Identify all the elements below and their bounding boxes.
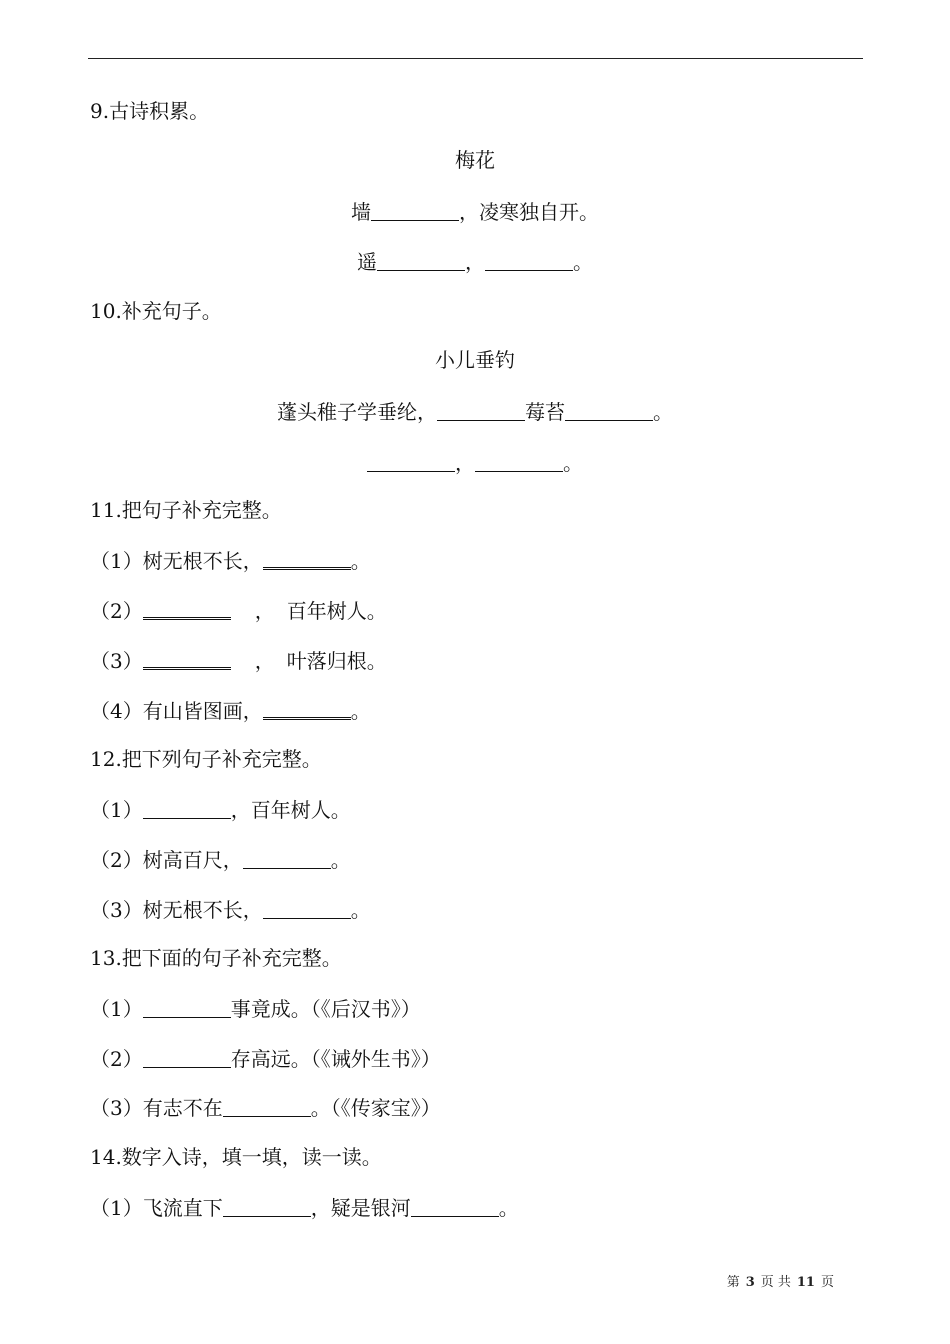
text: （1）飞流直下 [90, 1196, 223, 1220]
text: 。 [330, 848, 351, 872]
q13-item-3 [90, 1094, 441, 1121]
footer-text: 页 共 [760, 1275, 791, 1290]
q11-item-3 [90, 647, 387, 674]
question-13-title: 13.把下面的句子补充完整。 [90, 946, 342, 970]
blank[interactable] [411, 1194, 499, 1217]
question-9-title: 9.古诗积累。 [90, 99, 210, 123]
blank[interactable] [263, 896, 351, 919]
blank[interactable] [143, 597, 231, 620]
question-12-title: 12.把下列句子补充完整。 [90, 747, 322, 771]
q11-item-1 [90, 547, 371, 574]
question-14-title: 14.数字入诗，填一填，读一读。 [90, 1145, 382, 1169]
total-page-number: 11 [796, 1275, 815, 1290]
poem-line-1 [0, 398, 950, 425]
q12-item-2 [90, 846, 351, 873]
text: ，疑是银河 [310, 1196, 411, 1220]
text: 。 [653, 400, 673, 424]
header-rule [88, 58, 863, 59]
blank[interactable] [143, 647, 231, 670]
blank[interactable] [485, 248, 573, 271]
poem-line-2 [0, 449, 950, 476]
text: ， [455, 451, 475, 475]
text: 蓬头稚子学垂纶， [277, 400, 437, 424]
poem-title-xiaoer: 小儿垂钓 [435, 348, 515, 372]
blank[interactable] [143, 796, 231, 819]
blank[interactable] [565, 398, 653, 421]
poem-line-1 [0, 198, 950, 225]
blank[interactable] [263, 697, 351, 720]
text: ， [465, 250, 485, 274]
q12-item-3 [90, 896, 371, 923]
footer-text: 页 [820, 1275, 834, 1290]
text: 墙 [351, 200, 371, 224]
text: 。 [350, 549, 371, 573]
poem-line-2 [0, 248, 950, 275]
question-11-title: 11.把句子补充完整。 [90, 498, 282, 522]
text: 莓苔 [525, 400, 565, 424]
text: （3） [90, 649, 143, 673]
blank[interactable] [143, 1045, 231, 1068]
page-footer [727, 1271, 834, 1290]
text: 。 [573, 250, 593, 274]
q14-item-1 [90, 1194, 519, 1221]
text: 存高远。（《诫外生书》） [230, 1047, 441, 1071]
blank[interactable] [223, 1094, 311, 1117]
q11-item-4 [90, 697, 371, 724]
text: （2）树高百尺， [90, 848, 243, 872]
text: 叶落归根。 [286, 649, 387, 673]
text: 事竟成。（《后汉书》） [230, 997, 421, 1021]
text: （2） [90, 1047, 143, 1071]
text: 。 [498, 1196, 519, 1220]
text: ， [254, 599, 275, 623]
blank[interactable] [367, 449, 455, 472]
text: ，凌寒独自开。 [459, 200, 599, 224]
text: （1）树无根不长， [90, 549, 263, 573]
current-page-number: 3 [745, 1275, 755, 1290]
blank[interactable] [143, 995, 231, 1018]
question-10-title: 10.补充句子。 [90, 299, 222, 323]
text: ，百年树人。 [230, 798, 351, 822]
text: （3）有志不在 [90, 1096, 223, 1120]
blank[interactable] [437, 398, 525, 421]
text: （3）树无根不长， [90, 898, 263, 922]
blank[interactable] [243, 846, 331, 869]
text: （2） [90, 599, 143, 623]
text: 。 [350, 699, 371, 723]
poem-title-meihua: 梅花 [455, 148, 495, 172]
blank[interactable] [377, 248, 465, 271]
q11-item-2 [90, 597, 387, 624]
blank[interactable] [475, 449, 563, 472]
text: 遥 [357, 250, 377, 274]
blank[interactable] [263, 547, 351, 570]
text: 百年树人。 [286, 599, 387, 623]
blank[interactable] [371, 198, 459, 221]
text: （1） [90, 997, 143, 1021]
q12-item-1 [90, 796, 351, 823]
text: 。 [563, 451, 583, 475]
text: （4）有山皆图画， [90, 699, 263, 723]
text: （1） [90, 798, 143, 822]
q13-item-1 [90, 995, 421, 1022]
q13-item-2 [90, 1045, 441, 1072]
footer-text: 第 [726, 1275, 740, 1290]
text: 。 [350, 898, 371, 922]
blank[interactable] [223, 1194, 311, 1217]
text: 。（《传家宝》） [310, 1096, 441, 1120]
text: ， [254, 649, 275, 673]
